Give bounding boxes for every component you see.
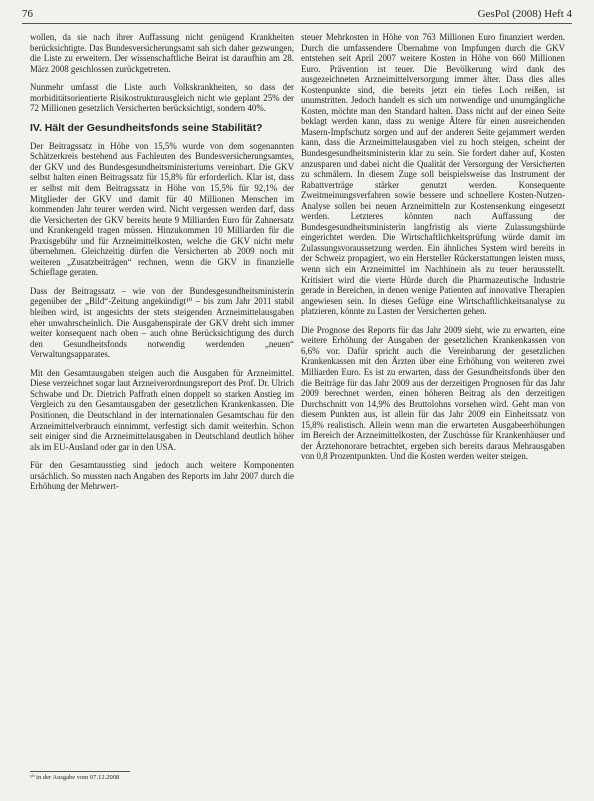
header-rule xyxy=(22,23,572,24)
left-paragraph-4: Dass der Beitragssatz – wie von der Bundesgesundheitsministerin gegenüber der „Bild“-Zeitung angekündigt¹⁰ – bis zum Jahr 2011 stabil bleiben wird, ist angesichts der stets steigenden Arzneimittelausgaben eher unwahrscheinlich. Die Ausgabenspirale der GKV dreht sich immer weiter konsequent nach oben – auch ohne Berücksichtigung des durch den Gesundheitsfonds notwendig werdenden „neuen“ Verwaltungsapparates. xyxy=(30,285,294,360)
left-paragraph-2: Nunmehr umfasst die Liste auch Volkskrankheiten, so dass der morbiditätsorientierte Risikostrukturausgleich nicht wie geplant 25% der 72 Millionen gesetzlich Versicherten berücksichtigt, sondern 40%. xyxy=(30,82,294,114)
right-paragraph-1: steuer Mehrkosten in Höhe von 763 Millionen Euro finanziert werden. Durch die umfassendere Übernahme von Impfungen durch die GKV entstehen seit April 2007 weitere Kosten in Höhe von 660 Millionen Euro. Prävention ist teuer. Die Bevölkerung wird dank des ausgezeichneten Arzneimittelversorgung immer älter. Dass dies alles Kostenpunkte sind, die bereits jetzt ein tiefes Loch reißen, ist unumstritten. Jedoch handelt es sich um notwendige und unumgängliche Kosten, möchte man den Standard halten. Dass nicht auf der einen Seite beklagt werden kann, dass zu wenige Ältere für einen ausreichenden Masern-Impfschutz sorgen und auf der anderen Seite gejammert werden kann, dass die Arzneimittelausgaben viel zu hoch steigen, scheint der Bundesgesundheitsministerin klar zu sein. Sie fordert daher auf, Kosten anzusparen und dabei nicht die Qualität der Versorgung der Versicherten zu schmälern. In diesem Zuge soll beispielsweise das Instrument der Rabattverträge stärker genutzt werden. Konsequente Zweitmeinungsverfahren sowie bessere und schnellere Kosten-Nutzen-Analyse sollen bei neuen Arzneimitteln zur Kostensenkung eingesetzt werden. Letzteres könnten nach Auffassung der Bundesgesundheitsministerin langfristig als vierte Zulassungshürde eingerichtet werden. Die Wirtschaftlichkeitsprüfung würde damit im Zulassungsvoraussetzung werden. Ein ähnliches System wird bereits in der Schweiz propagiert, wo ein Hersteller Rückerstattungen leisten muss, wenn sich ein Arzneimittel im Nachhinein als zu teuer herausstellt. Kritisiert wird die vierte Hürde durch die Pharmazeutische Industrie gerade in Bereichen, in denen wenige Patienten auf innovative Therapien angewiesen sein. In dieses Gefüge eine Wirtschaftlichkeitsanalyse zu platzieren, könnte zu Lasten der Versicherten gehen. xyxy=(301,32,565,317)
right-column xyxy=(301,32,565,470)
footnote: ¹⁰ in der Ausgabe vom 07.12.2008 xyxy=(30,774,120,781)
left-column xyxy=(30,32,294,500)
section-heading: IV. Hält der Gesundheitsfonds seine Stabilität? xyxy=(30,121,263,134)
page-number: 76 xyxy=(22,8,33,20)
right-paragraph-2: Die Prognose des Reports für das Jahr 2009 sieht, wie zu erwarten, eine weitere Erhöhung der Ausgaben der gesetzlichen Krankenkassen von 6,6% vor. Dafür spricht auch die Vereinbarung der gesetzlichen Krankenkassen mit den Ärzten über eine Erhöhung von weiteren zwei Milliarden Euro. Es ist zu erwarten, dass der Gesundheitsfonds über den die Beiträge für das Jahr 2009 aus der derzeitigen Prognosen für das Jahr 2009 berechnet werden, einen höheren Beitrag als den derzeitigen Durchschnitt von 14,9% des Bruttolohns vorsehen wird. Geht man von diesem Punkten aus, ist allein für das Jahr 2009 ein Einheitssatz von 15,8% realistisch. Allein wenn man die erwarteten Ausgabeerhöhungen im Bereich der Arzneimittelkosten, der Zuschüsse für Krankenhäuser und der Ärztehonorare betrachtet, ergeben sich bereits daraus Mehrausgaben von 0,8 Prozentpunkten. Und die Kosten werden weiter steigen. xyxy=(301,324,565,462)
left-paragraph-3: Der Beitragssatz in Höhe von 15,5% wurde von dem sogenannten Schätzerkreis bestehend aus Fachleuten des Bundesversicherungsamtes, der GKV und des Bundesgesundheitsministeriums vereinbart. Die GKV selbst halten einen Beitragssatz für 15,8% für erforderlich. Klar ist, dass er selbst mit dem Beitragssatz in Höhe von 15,5% für 92,1% der Mitglieder der GKV und damit für 40 Millionen Menschen im kommenden Jahr teurer werden wird. Nicht vergessen werden darf, dass die Versicherten der GKV bereits heute 9 Milliarden Euro für Zahnersatz und Krankengeld tragen müssen. Hinzukommen 10 Milliarden für die Praxisgebühr und für Arzneimittelkosten, welche die GKV nicht mehr übernehmen. Gleichzeitig dürfen die Versicherten ab 2009 noch mit weiteren „Zusatzbeiträgen“ rechnen, wenn die GKV in finanzielle Schieflage geraten. xyxy=(30,140,294,278)
left-paragraph-1: wollen, da sie nach ihrer Auffassung nicht genügend Krankheiten berücksichtigte. Das Bundesversicherungsamt sah sich daher gezwungen, die Liste zu erweitern. Der wissenschaftliche Beirat ist daraufhin am 28. März 2008 geschlossen zurückgetreten. xyxy=(30,32,294,74)
left-paragraph-6: Für den Gesamtausstieg sind jedoch auch weitere Komponenten ursächlich. So mussten nach Angaben des Reports im Jahr 2007 durch die Erhöhung der Mehrwert- xyxy=(30,460,294,492)
left-paragraph-5: Mit den Gesamtausgaben steigen auch die Ausgaben für Arzneimittel. Diese verzeichnet sogar laut Arzneiverordnungsreport des Prof. Dr. Ulrich Schwabe und Dr. Dietrich Paffrath einen doppelt so starken Anstieg im Vergleich zu den Gesamtausgaben der gesetzlichen Krankenkassen. Die Positionen, die Deutschland in der internationalen Gesamtschau für den Arzneimittelverbrauch einnimmt, verfestigt sich damit weiterhin. Schon seit einiger sind die Arzneimittelausgaben in Deutschland deutlich höher als im EU-Ausland oder gar in den USA. xyxy=(30,367,294,452)
running-head: GesPol (2008) Heft 4 xyxy=(477,8,572,20)
footnote-rule xyxy=(30,771,130,772)
